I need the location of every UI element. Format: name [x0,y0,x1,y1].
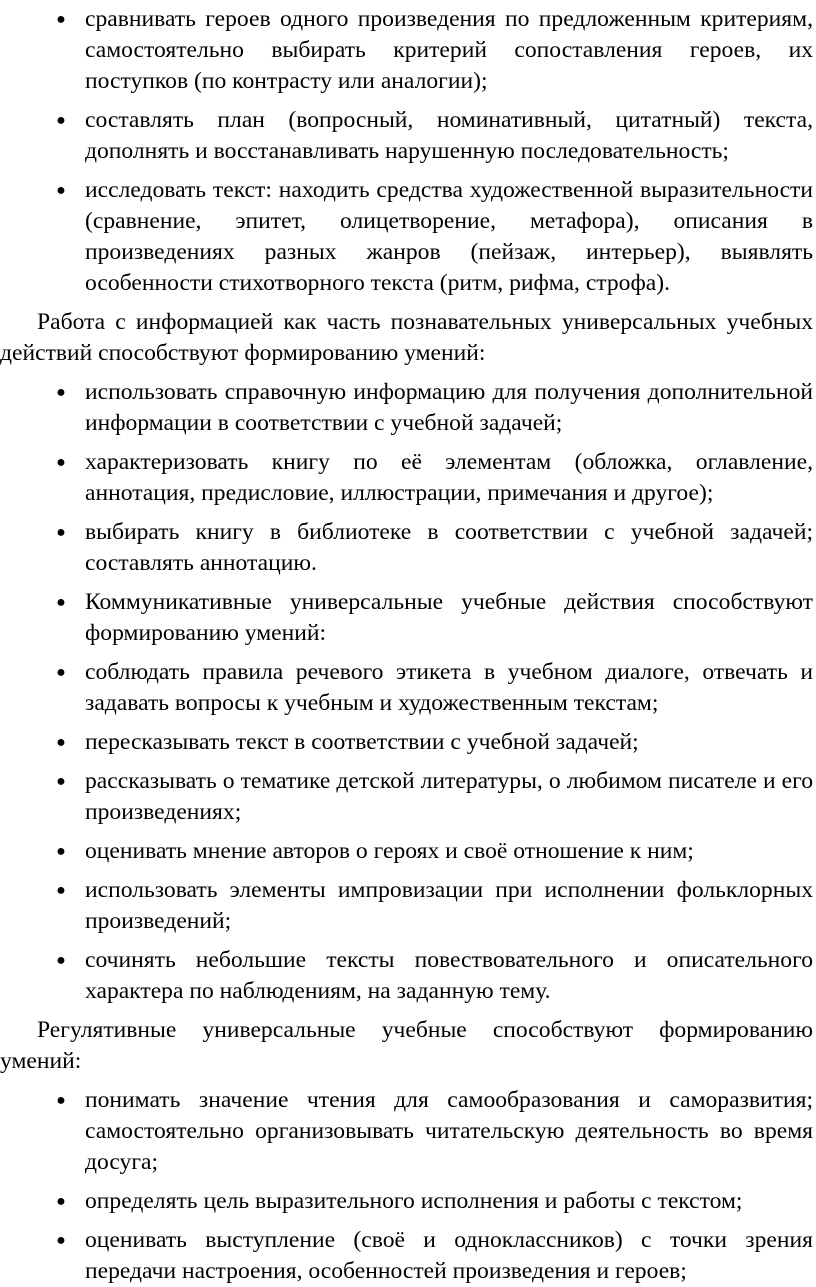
list-item [56,1085,813,1178]
list-item-text: исследовать текст: находить средства художественной выразительности (сравнение, эпитет, олицетворение, метафора), описания в произведениях разных жанров (пейзаж, интерьер), выявлять особенности стихотворного текста (ритм, рифма, строфа). [85,177,813,296]
list-item-text: соблюдать правила речевого этикета в учебном диалоге, отвечать и задавать вопросы к учебным и художественным текстам; [85,659,813,716]
bullet-icon: ● [56,384,66,401]
list-item-text: выбирать книгу в библиотеке в соответствии с учебной задачей; составлять аннотацию. [85,519,813,576]
list-item [56,105,813,167]
bullet-icon: ● [56,11,66,28]
list-item-text: оценивать выступление (своё и одноклассников) с точки зрения передачи настроения, особенностей произведения и героев; [85,1227,813,1284]
bullet-icon: ● [56,454,66,471]
list-item-text: использовать справочную информацию для получения дополнительной информации в соответствии с учебной задачей; [85,379,813,436]
list-item [56,657,813,719]
bullet-icon: ● [56,664,66,681]
paragraph-information-skills: Работа с информацией как часть познавательных универсальных учебных действий способствуют формированию умений: [0,309,813,366]
bullet-list-regulatory [0,1085,816,1287]
list-item [56,4,813,97]
bullet-icon: ● [56,773,66,790]
bullet-icon: ● [56,843,66,860]
list-item [56,517,813,579]
list-item [56,175,813,299]
list-item-text: оценивать мнение авторов о героях и своё отношение к ним; [85,838,694,864]
list-item-text: понимать значение чтения для самообразования и саморазвития; самостоятельно организовывать читательскую деятельность во время досуга; [85,1087,813,1175]
list-item [56,1225,813,1287]
list-item-text: пересказывать текст в соответствии с учебной задачей; [85,729,639,755]
bullet-icon: ● [56,1092,66,1109]
list-item [56,945,813,1007]
list-item-text: определять цель выразительного исполнения и работы с текстом; [85,1188,743,1214]
list-item [56,587,813,649]
list-item [56,447,813,509]
bullet-icon: ● [56,952,66,969]
bullet-list-information-communication [0,377,816,1007]
bullet-icon: ● [56,1193,66,1210]
list-item [56,766,813,828]
list-item [56,377,813,439]
bullet-icon: ● [56,524,66,541]
bullet-icon: ● [56,734,66,751]
list-item-text: Коммуникативные универсальные учебные действия способствуют формированию умений: [85,589,813,646]
list-item-text: характеризовать книгу по её элементам (обложка, оглавление, аннотация, предисловие, иллюстрации, примечания и другое); [85,449,813,506]
list-item-text: сочинять небольшие тексты повествовательного и описательного характера по наблюдениям, на заданную тему. [85,947,813,1004]
bullet-icon: ● [56,182,66,199]
list-item [56,727,813,758]
list-item-text: рассказывать о тематике детской литературы, о любимом писателе и его произведениях; [85,768,813,825]
bullet-list-text-analysis [0,4,816,299]
list-item-text: использовать элементы импровизации при исполнении фольклорных произведений; [85,877,813,934]
list-item [56,1186,813,1217]
paragraph-regulatory-skills: Регулятивные универсальные учебные способствуют формированию умений: [0,1017,813,1074]
bullet-icon: ● [56,594,66,611]
list-item-text: сравнивать героев одного произведения по предложенным критериям, самостоятельно выбирать критерий сопоставления героев, их поступков (по контрасту или аналогии); [85,6,813,94]
bullet-icon: ● [56,112,66,129]
list-item-text: составлять план (вопросный, номинативный, цитатный) текста, дополнять и восстанавливать нарушенную последовательность; [85,107,813,164]
list-item [56,836,813,867]
list-item [56,875,813,937]
bullet-icon: ● [56,1232,66,1249]
bullet-icon: ● [56,882,66,899]
